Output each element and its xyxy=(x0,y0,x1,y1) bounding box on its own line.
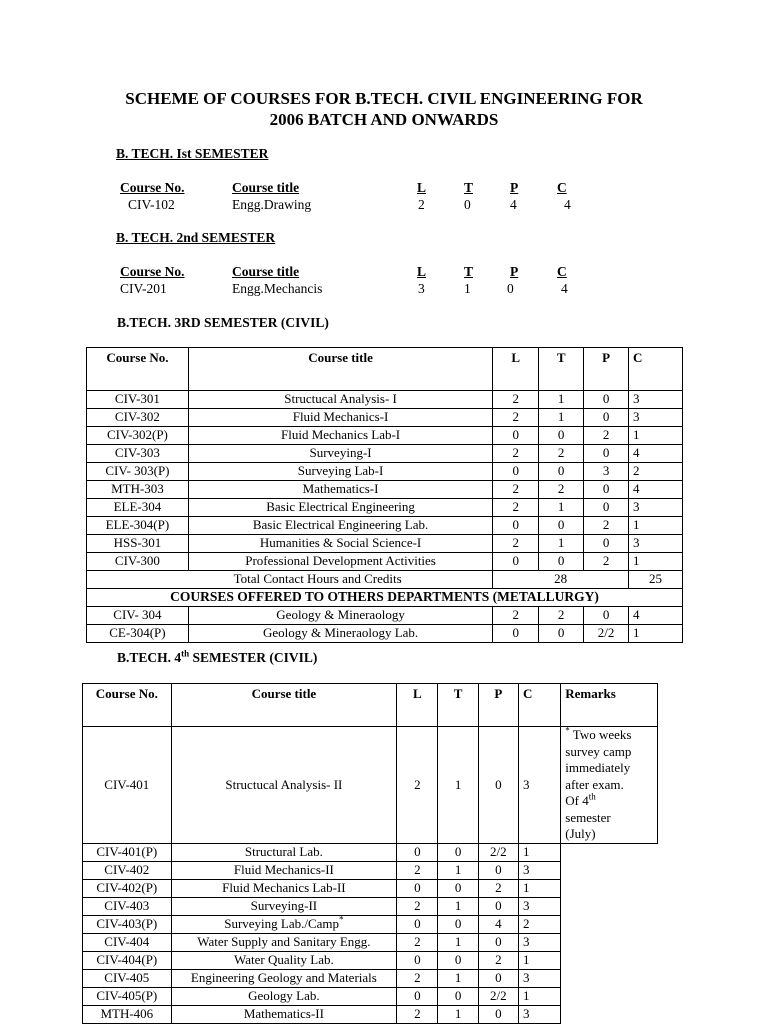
sem1-header-l: L xyxy=(417,180,427,195)
table-cell: 1 xyxy=(629,517,683,535)
sem3-total-hours: 28 xyxy=(493,571,629,589)
table-cell: 2 xyxy=(493,607,539,625)
sem4-header-course-title: Course title xyxy=(171,684,397,727)
table-row xyxy=(83,879,658,897)
table-cell: CIV-401(P) xyxy=(83,843,172,861)
table-cell: 3 xyxy=(518,1005,560,1023)
table-cell: Geology & Mineraology Lab. xyxy=(188,625,492,643)
sem4-remarks xyxy=(561,727,658,844)
sem1-c: 4 xyxy=(564,197,571,212)
table-cell: 0 xyxy=(493,463,539,481)
sem4-heading-suffix: SEMESTER (CIVIL) xyxy=(189,650,318,665)
table-cell: 1 xyxy=(539,499,584,517)
remarks-line1: Two weeks xyxy=(569,727,632,742)
sem4-header-course-no: Course No. xyxy=(83,684,172,727)
table-cell: Fluid Mechanics-I xyxy=(188,409,492,427)
table-cell: 0 xyxy=(539,463,584,481)
table-cell: 0 xyxy=(478,897,518,915)
table-row xyxy=(87,499,683,517)
sem2-header-t: T xyxy=(464,264,474,279)
table-cell: 0 xyxy=(397,879,438,897)
sem2-heading: B. TECH. 2nd SEMESTER xyxy=(116,230,276,245)
table-cell: 2 xyxy=(493,481,539,499)
table-cell: 2 xyxy=(493,535,539,553)
table-cell: 1 xyxy=(629,553,683,571)
sem4-heading-sup: th xyxy=(181,648,190,659)
table-cell: CIV-405 xyxy=(83,969,172,987)
sem4-header-row xyxy=(83,684,658,727)
table-cell: CIV- 303(P) xyxy=(87,463,189,481)
sem4-table xyxy=(82,683,658,1024)
sem2-l: 3 xyxy=(418,281,425,296)
table-cell: 2 xyxy=(397,933,438,951)
sem4-header-c: C xyxy=(518,684,560,727)
table-cell: 0 xyxy=(539,427,584,445)
table-cell: CIV-402 xyxy=(83,861,172,879)
table-row xyxy=(87,625,683,643)
table-cell: 0 xyxy=(539,517,584,535)
table-cell: Humanities & Social Science-I xyxy=(188,535,492,553)
table-cell: 0 xyxy=(478,933,518,951)
table-cell: Fluid Mechanics Lab-II xyxy=(171,879,397,897)
table-cell: Water Supply and Sanitary Engg. xyxy=(171,933,397,951)
table-cell: 3 xyxy=(629,391,683,409)
table-row xyxy=(83,987,658,1005)
sem4-heading-prefix: B.TECH. 4 xyxy=(117,650,182,665)
table-cell: 0 xyxy=(493,427,539,445)
table-cell: 2 xyxy=(539,481,584,499)
table-cell: 2 xyxy=(478,951,518,969)
sem4-heading xyxy=(117,650,317,666)
table-cell: CIV-300 xyxy=(87,553,189,571)
table-row xyxy=(87,445,683,463)
sem3-others-heading: COURSES OFFERED TO OTHERS DEPARTMENTS (METALLURGY) xyxy=(87,589,683,607)
table-row xyxy=(87,517,683,535)
sem2-course-title: Engg.Mechancis xyxy=(232,281,323,296)
table-cell: CIV-403 xyxy=(83,897,172,915)
sem3-heading: B.TECH. 3RD SEMESTER (CIVIL) xyxy=(117,315,329,330)
sem4-cell: 3 xyxy=(518,727,560,844)
table-cell: 4 xyxy=(629,607,683,625)
table-cell: 0 xyxy=(584,445,629,463)
remarks-line4: after exam. xyxy=(565,776,624,792)
table-cell: ELE-304 xyxy=(87,499,189,517)
sem3-header-course-no: Course No. xyxy=(87,348,189,391)
sem4-cell: 2 xyxy=(397,727,438,844)
table-cell: Water Quality Lab. xyxy=(171,951,397,969)
table-cell: 3 xyxy=(629,535,683,553)
sem1-t: 0 xyxy=(464,197,471,212)
table-cell: 0 xyxy=(438,843,478,861)
table-cell: Mathematics-I xyxy=(188,481,492,499)
sem2-header-course-title: Course title xyxy=(232,264,300,279)
table-cell: 1 xyxy=(518,843,560,861)
table-row xyxy=(83,969,658,987)
sem3-header-t: T xyxy=(539,348,584,391)
sem4-header-p: P xyxy=(478,684,518,727)
table-cell: 0 xyxy=(493,553,539,571)
table-cell: 0 xyxy=(438,915,478,933)
table-cell: CIV- 304 xyxy=(87,607,189,625)
sem3-total-credits: 25 xyxy=(629,571,683,589)
sem1-header-course-title: Course title xyxy=(232,180,300,195)
table-cell: 2 xyxy=(584,427,629,445)
document-title-line1: SCHEME OF COURSES FOR B.TECH. CIVIL ENGINEERING FOR xyxy=(125,89,643,108)
table-cell: 2 xyxy=(397,897,438,915)
table-cell: 3 xyxy=(629,409,683,427)
table-cell: HSS-301 xyxy=(87,535,189,553)
remarks-line3: immediately xyxy=(565,760,631,775)
table-cell: Structucal Analysis- I xyxy=(188,391,492,409)
table-cell: 1 xyxy=(438,933,478,951)
table-cell: 4 xyxy=(629,445,683,463)
table-cell: 2 xyxy=(584,553,629,571)
table-row xyxy=(83,861,658,879)
table-cell: MTH-303 xyxy=(87,481,189,499)
table-cell: Fluid Mechanics-II xyxy=(171,861,397,879)
table-cell: 3 xyxy=(584,463,629,481)
table-cell: Surveying-II xyxy=(171,897,397,915)
camp-asterisk: * xyxy=(339,914,344,925)
sem2-header-p: P xyxy=(510,264,519,279)
sem3-total-row xyxy=(87,571,683,589)
table-cell: CIV-303 xyxy=(87,445,189,463)
table-cell: 2/2 xyxy=(478,843,518,861)
sem1-p: 4 xyxy=(510,197,517,212)
sem1-heading: B. TECH. Ist SEMESTER xyxy=(116,146,269,161)
table-cell: Surveying Lab./Camp* xyxy=(171,915,397,933)
table-cell: 0 xyxy=(584,535,629,553)
table-cell: 2/2 xyxy=(478,987,518,1005)
table-cell: Geology & Mineraology xyxy=(188,607,492,625)
sem3-body xyxy=(87,391,683,571)
sem3-table xyxy=(86,347,683,643)
table-row xyxy=(87,535,683,553)
table-cell: Basic Electrical Engineering xyxy=(188,499,492,517)
sem1-header-c: C xyxy=(557,180,567,195)
table-cell: 1 xyxy=(539,409,584,427)
table-cell: 1 xyxy=(539,391,584,409)
remarks-asterisk: * xyxy=(565,725,570,736)
table-cell: 1 xyxy=(518,879,560,897)
table-row xyxy=(83,1005,658,1023)
sem3-total-label: Total Contact Hours and Credits xyxy=(87,571,493,589)
table-cell: 2 xyxy=(493,391,539,409)
remarks-line2: survey camp xyxy=(565,743,632,759)
table-cell: 3 xyxy=(629,499,683,517)
sem2-header-l: L xyxy=(417,264,427,279)
table-cell: 0 xyxy=(478,1005,518,1023)
table-cell: Engineering Geology and Materials xyxy=(171,969,397,987)
sem3-header-l: L xyxy=(493,348,539,391)
remarks-line7: (July) xyxy=(565,826,596,841)
table-cell: 0 xyxy=(493,625,539,643)
table-cell: CIV-404 xyxy=(83,933,172,951)
document-title-line2: 2006 BATCH AND ONWARDS xyxy=(269,110,499,129)
table-cell: 0 xyxy=(584,499,629,517)
table-cell: 0 xyxy=(584,409,629,427)
table-cell: 2 xyxy=(629,463,683,481)
table-cell: CIV-404(P) xyxy=(83,951,172,969)
sem1-header-course-no: Course No. xyxy=(120,180,185,195)
table-cell: 0 xyxy=(478,969,518,987)
table-cell: CIV-302 xyxy=(87,409,189,427)
table-cell: CIV-403(P) xyxy=(83,915,172,933)
table-cell: 2 xyxy=(397,969,438,987)
table-cell: 2/2 xyxy=(584,625,629,643)
table-cell: Fluid Mechanics Lab-I xyxy=(188,427,492,445)
table-cell: 1 xyxy=(629,427,683,445)
sem2-course-no: CIV-201 xyxy=(120,281,167,296)
sem3-header-c: C xyxy=(629,348,683,391)
sem4-cell: CIV-401 xyxy=(83,727,172,844)
remarks-line5: Of 4 xyxy=(565,793,589,808)
table-cell: 0 xyxy=(539,625,584,643)
table-cell: 0 xyxy=(584,481,629,499)
table-row xyxy=(83,951,658,969)
table-cell: 0 xyxy=(397,987,438,1005)
sem4-cell: 1 xyxy=(438,727,478,844)
sem4-cell: Structucal Analysis- II xyxy=(171,727,397,844)
table-cell: Structural Lab. xyxy=(171,843,397,861)
sem3-header-row xyxy=(87,348,683,391)
table-cell: 2 xyxy=(539,607,584,625)
table-row xyxy=(87,607,683,625)
sem4-header-l: L xyxy=(397,684,438,727)
table-cell: 0 xyxy=(584,391,629,409)
table-row xyxy=(83,727,658,844)
table-cell: ELE-304(P) xyxy=(87,517,189,535)
table-cell: 0 xyxy=(438,951,478,969)
table-cell: CIV-302(P) xyxy=(87,427,189,445)
table-cell: 2 xyxy=(397,861,438,879)
sem2-header-c: C xyxy=(557,264,567,279)
table-row xyxy=(83,843,658,861)
table-cell: 0 xyxy=(438,879,478,897)
table-cell: 3 xyxy=(518,861,560,879)
remarks-line5-sup: th xyxy=(588,791,596,802)
table-cell: Basic Electrical Engineering Lab. xyxy=(188,517,492,535)
sem4-cell: 0 xyxy=(478,727,518,844)
table-cell: 0 xyxy=(493,517,539,535)
table-row xyxy=(83,897,658,915)
sem2-p: 0 xyxy=(507,281,514,296)
table-cell: MTH-406 xyxy=(83,1005,172,1023)
table-cell: CIV-405(P) xyxy=(83,987,172,1005)
table-cell: 0 xyxy=(397,843,438,861)
table-cell: Surveying-I xyxy=(188,445,492,463)
table-cell: 3 xyxy=(518,933,560,951)
table-row xyxy=(87,427,683,445)
table-cell: 2 xyxy=(397,1005,438,1023)
table-cell: 1 xyxy=(629,625,683,643)
sem2-header-course-no: Course No. xyxy=(120,264,185,279)
table-row xyxy=(87,553,683,571)
table-cell: Surveying Lab-I xyxy=(188,463,492,481)
table-cell: 2 xyxy=(584,517,629,535)
table-row xyxy=(83,915,658,933)
remarks-line6: semester xyxy=(565,809,611,825)
sem4-header-t: T xyxy=(438,684,478,727)
table-cell: Mathematics-II xyxy=(171,1005,397,1023)
sem1-course-no: CIV-102 xyxy=(128,197,175,212)
table-cell: 1 xyxy=(438,861,478,879)
sem2-t: 1 xyxy=(464,281,471,296)
table-cell: CE-304(P) xyxy=(87,625,189,643)
sem2-c: 4 xyxy=(561,281,568,296)
table-cell: 1 xyxy=(539,535,584,553)
sem3-header-course-title: Course title xyxy=(188,348,492,391)
sem4-body xyxy=(83,727,658,844)
table-cell: Professional Development Activities xyxy=(188,553,492,571)
sem3-others-body xyxy=(87,607,683,643)
table-row xyxy=(87,391,683,409)
table-cell: 0 xyxy=(584,607,629,625)
sem4-body-rest xyxy=(83,843,658,1023)
table-cell: 2 xyxy=(493,499,539,517)
sem3-header-p: P xyxy=(584,348,629,391)
table-cell: 1 xyxy=(438,969,478,987)
sem1-header-t: T xyxy=(464,180,474,195)
table-cell: 0 xyxy=(478,861,518,879)
table-cell: 2 xyxy=(518,915,560,933)
table-cell: CIV-301 xyxy=(87,391,189,409)
table-cell: 2 xyxy=(478,879,518,897)
table-cell: 3 xyxy=(518,969,560,987)
table-row xyxy=(87,463,683,481)
table-cell: 0 xyxy=(397,951,438,969)
table-cell: 1 xyxy=(438,897,478,915)
sem3-others-heading-row xyxy=(87,589,683,607)
table-cell: 0 xyxy=(539,553,584,571)
table-row xyxy=(87,481,683,499)
sem1-course-title: Engg.Drawing xyxy=(232,197,312,212)
sem1-l: 2 xyxy=(418,197,425,212)
table-cell: 0 xyxy=(438,987,478,1005)
table-cell: 2 xyxy=(493,409,539,427)
table-cell: 1 xyxy=(518,951,560,969)
table-cell: 4 xyxy=(629,481,683,499)
table-cell: 2 xyxy=(539,445,584,463)
table-cell: 3 xyxy=(518,897,560,915)
table-cell: 2 xyxy=(493,445,539,463)
table-cell: Geology Lab. xyxy=(171,987,397,1005)
table-cell: 4 xyxy=(478,915,518,933)
sem4-header-remarks: Remarks xyxy=(561,684,658,727)
table-row xyxy=(83,933,658,951)
table-cell: 0 xyxy=(397,915,438,933)
table-cell: 1 xyxy=(518,987,560,1005)
sem1-header-p: P xyxy=(510,180,519,195)
table-cell: CIV-402(P) xyxy=(83,879,172,897)
table-row xyxy=(87,409,683,427)
table-cell: 1 xyxy=(438,1005,478,1023)
